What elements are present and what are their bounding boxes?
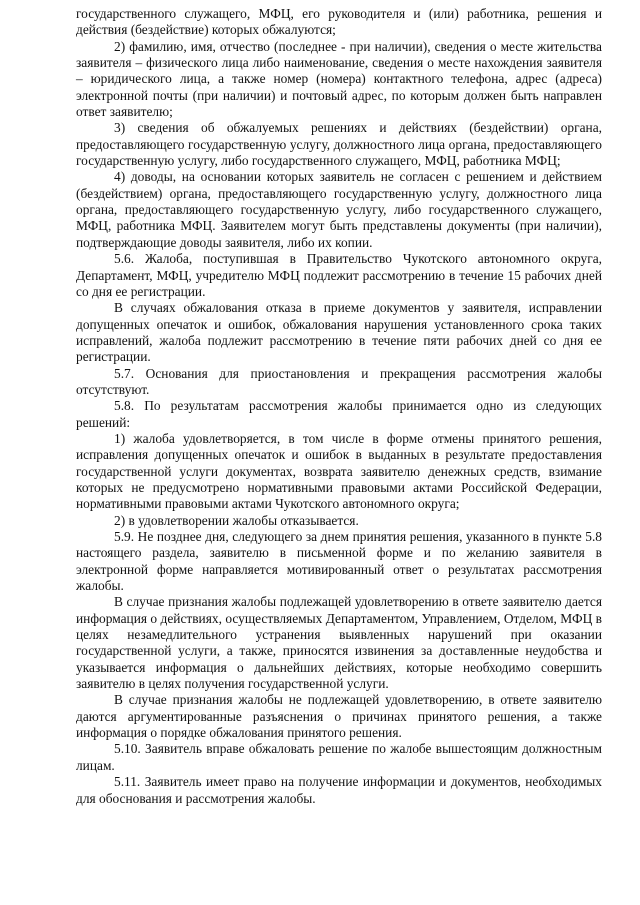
paragraph-5-9: 5.9. Не позднее дня, следующего за днем принятия решения, указанного в пункте 5.8 настоящего раздела, заявителю в письменной форме и по желанию заявителя в электронной форме направляется мотивированный ответ о результатах рассмотрения жалобы. [76,529,602,594]
document-page [76,6,602,807]
paragraph-5-8: 5.8. По результатам рассмотрения жалобы принимается одно из следующих решений: [76,398,602,430]
paragraph-decision-2: 2) в удовлетворении жалобы отказывается. [114,512,359,528]
paragraph-item-2: 2) фамилию, имя, отчество (последнее - при наличии), сведения о месте жительства заявителя – физического лица либо наименование, сведения о месте нахождения заявителя – юридического лица, а также номер (номера) контактного телефона, адрес (адреса) электронной почты (при наличии) и почтовый адрес, по которым должен быть направлен ответ заявителю; [76,38,602,120]
paragraph-decision-1: 1) жалоба удовлетворяется, в том числе в форме отмены принятого решения, исправления допущенных опечаток и ошибок в выданных в результате предоставления государственной услуги документах, возврата заявителю денежных средств, взимание которых не предусмотрено нормативными правовыми актами Российской Федерации, нормативными правовыми актами Чукотского автономного округа; [76,430,602,512]
paragraph-5-6: 5.6. Жалоба, поступившая в Правительство Чукотского автономного округа, Департамент, МФЦ, учредителю МФЦ подлежит рассмотрению в течение 15 рабочих дней со дня ее регистрации. [76,251,602,299]
paragraph-refusal-cases: В случаях обжалования отказа в приеме документов у заявителя, исправлении допущенных опечаток и ошибок, обжалования нарушения установленного срока таких исправлений, жалоба подлежит рассмотрению в течение пяти рабочих дней со дня ее регистрации. [76,300,602,365]
paragraph-item-4: 4) доводы, на основании которых заявитель не согласен с решением и действием (бездействием) органа, предоставляющего государственную услугу, должностного лица органа, предоставляющего государственную услугу, либо государственного служащего, МФЦ, работника МФЦ. Заявителем могут быть представлены документы (при наличии), подтверждающие доводы заявителя, либо их копии. [76,169,602,250]
paragraph-item-3: 3) сведения об обжалуемых решениях и действиях (бездействии) органа, предоставляющего государственную услугу, должностного лица органа, предоставляющего государственную услугу, либо государственного служащего, МФЦ, работника МФЦ; [76,120,602,169]
paragraph-5-11: 5.11. Заявитель имеет право на получение информации и документов, необходимых для обоснования и рассмотрения жалобы. [76,774,602,806]
paragraph-5-10: 5.10. Заявитель вправе обжаловать решение по жалобе вышестоящим должностным лицам. [76,741,602,773]
paragraph-satisfied-case: В случае признания жалобы подлежащей удовлетворению в ответе заявителю дается информация о действиях, осуществляемых Департаментом, Управлением, Отделом, МФЦ в целях незамедлительного устранения выявленных нарушений при оказании государственной услуги, а также, приносятся извинения за доставленные неудобства и указывается информация о дальнейших действиях, которые необходимо совершить заявителю в целях получения государственной услуги. [76,594,602,692]
paragraph-continuation: государственного служащего, МФЦ, его руководителя и (или) работника, решения и действия (бездействие) которых обжалуются; [76,6,602,38]
paragraph-unsatisfied-case: В случае признания жалобы не подлежащей удовлетворению, в ответе заявителю даются аргументированные разъяснения о причинах принятого решения, а также информация о порядке обжалования принятого решения. [76,692,602,741]
paragraph-5-7: 5.7. Основания для приостановления и прекращения рассмотрения жалобы отсутствуют. [76,365,602,397]
